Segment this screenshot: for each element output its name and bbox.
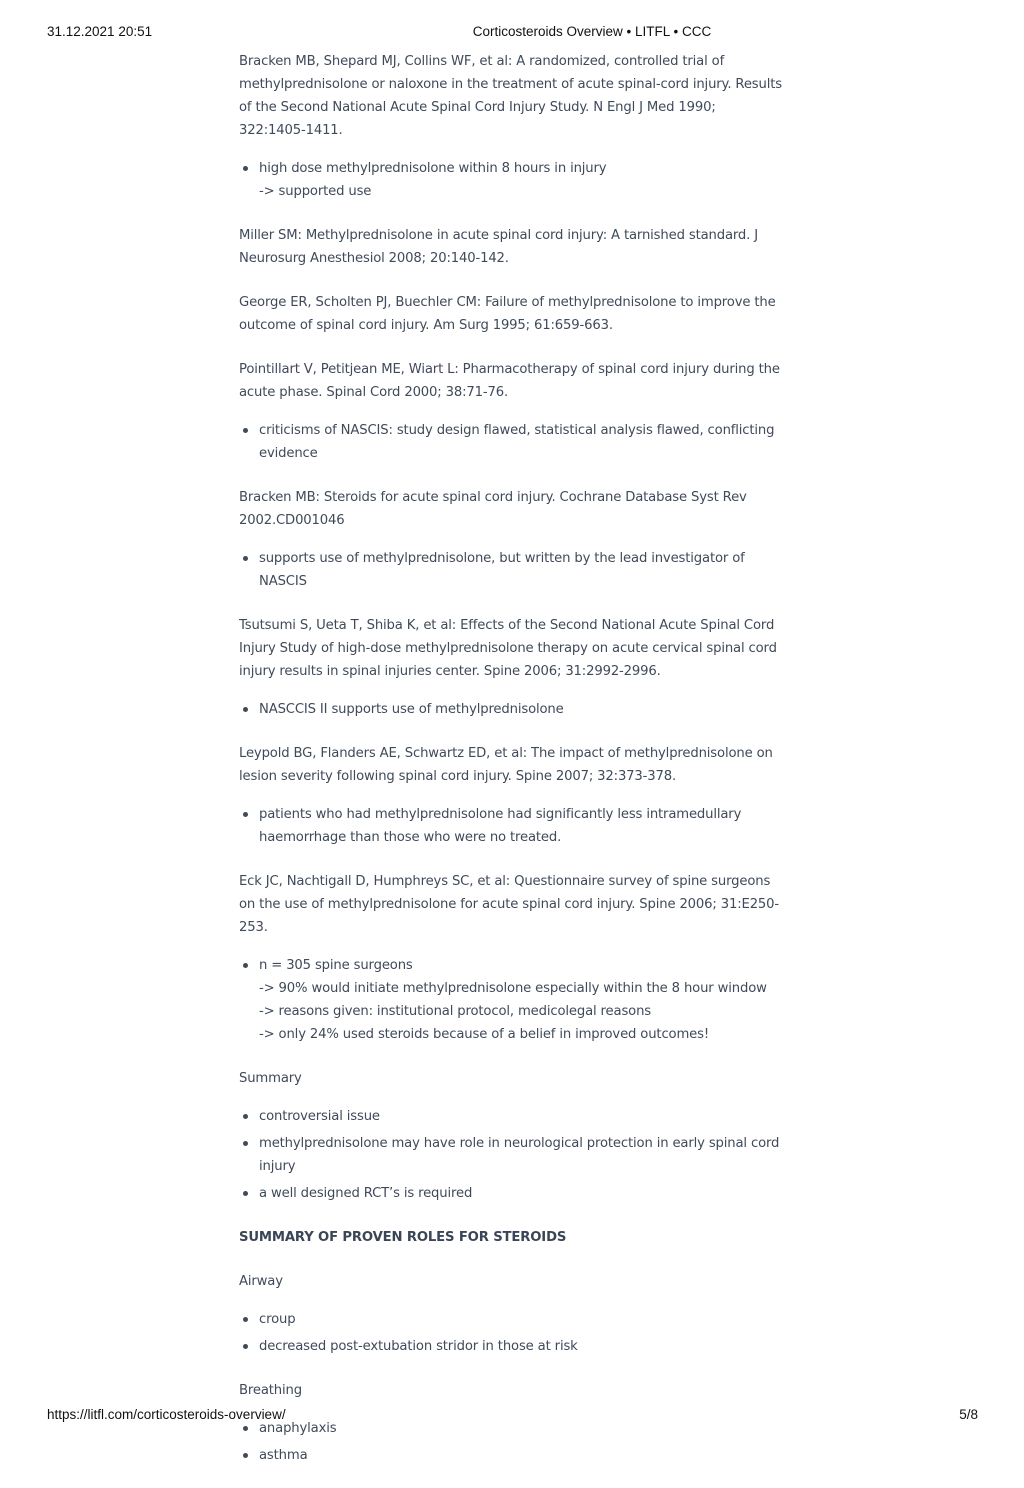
list-item	[239, 419, 785, 465]
list-item-text: decreased post-extubation stridor in those at risk	[259, 1339, 578, 1354]
page-number: 5/8	[959, 1407, 978, 1422]
reference-notes-list	[239, 698, 785, 721]
section-heading: SUMMARY OF PROVEN ROLES FOR STEROIDS	[239, 1230, 567, 1245]
list-item-text: methylprednisolone may have role in neurological protection in early spinal cord injury	[259, 1136, 780, 1174]
print-footer	[0, 1407, 1024, 1427]
list-item-text: criticisms of NASCIS: study design flawed, statistical analysis flawed, conflicting evidence	[259, 423, 775, 461]
reference-pointillart-2000: Pointillart V, Petitjean ME, Wiart L: Pharmacotherapy of spinal cord injury during the acute phase. Spinal Cord 2000; 38:71-76.	[239, 362, 780, 400]
airway-label: Airway	[239, 1274, 283, 1289]
list-item	[239, 698, 785, 721]
list-item-text: high dose methylprednisolone within 8 hours in injury	[259, 161, 607, 176]
list-item-text: croup	[259, 1312, 296, 1327]
summary-list	[239, 1105, 785, 1205]
page-url[interactable]: https://litfl.com/corticosteroids-overview/	[47, 1407, 286, 1422]
list-item-text: NASCCIS II supports use of methylprednisolone	[259, 702, 564, 717]
reference-notes-list	[239, 157, 785, 203]
breathing-label: Breathing	[239, 1383, 302, 1398]
reference-bracken-2002: Bracken MB: Steroids for acute spinal cord injury. Cochrane Database Syst Rev 2002.CD001046	[239, 490, 747, 528]
list-item	[239, 547, 785, 593]
list-item	[239, 1132, 785, 1178]
list-item-text: n = 305 spine surgeons	[259, 958, 413, 973]
list-item-text: supports use of methylprednisolone, but written by the lead investigator of NASCIS	[259, 551, 745, 589]
list-item-text: patients who had methylprednisolone had significantly less intramedullary haemorrhage than those who were no treated.	[259, 807, 742, 845]
reference-eck-2006: Eck JC, Nachtigall D, Humphreys SC, et al: Questionnaire survey of spine surgeons on the use of methylprednisolone for acute spinal cord injury. Spine 2006; 31:E250-253.	[239, 874, 780, 935]
list-item	[239, 803, 785, 849]
list-item-text: a well designed RCT’s is required	[259, 1186, 473, 1201]
summary-label: Summary	[239, 1071, 302, 1086]
reference-notes-list	[239, 954, 785, 1046]
reference-notes-list	[239, 547, 785, 593]
list-item	[239, 1444, 785, 1467]
print-datetime: 31.12.2021 20:51	[47, 24, 153, 39]
list-item	[239, 954, 785, 1046]
article-content	[239, 50, 785, 1488]
list-item	[239, 157, 785, 203]
list-item-text: -> reasons given: institutional protocol, medicolegal reasons	[259, 1004, 652, 1019]
list-item-text: -> only 24% used steroids because of a belief in improved outcomes!	[259, 1027, 709, 1042]
list-item	[239, 1182, 785, 1205]
reference-notes-list	[239, 803, 785, 849]
print-page-title: Corticosteroids Overview • LITFL • CCC	[472, 24, 712, 39]
list-item-text: -> supported use	[259, 184, 372, 199]
reference-miller-2008: Miller SM: Methylprednisolone in acute spinal cord injury: A tarnished standard. J Neurosurg Anesthesiol 2008; 20:140-142.	[239, 228, 758, 266]
reference-leypold-2007: Leypold BG, Flanders AE, Schwartz ED, et al: The impact of methylprednisolone on lesion severity following spinal cord injury. Spine 2007; 32:373-378.	[239, 746, 773, 784]
reference-tsutsumi-2006: Tsutsumi S, Ueta T, Shiba K, et al: Effects of the Second National Acute Spinal Cord Injury Study of high-dose methylprednisolone therapy on acute cervical spinal cord injury results in spinal injuries center. Spine 2006; 31:2992-2996.	[239, 618, 777, 679]
reference-notes-list	[239, 419, 785, 465]
list-item-text: asthma	[259, 1448, 308, 1463]
list-item-text: controversial issue	[259, 1109, 380, 1124]
list-item-text: anaphylaxis	[259, 1421, 337, 1436]
print-header	[0, 24, 1024, 44]
list-item	[239, 1105, 785, 1128]
list-item	[239, 1335, 785, 1358]
list-item	[239, 1308, 785, 1331]
reference-george-1995: George ER, Scholten PJ, Buechler CM: Failure of methylprednisolone to improve the outcome of spinal cord injury. Am Surg 1995; 61:659-663.	[239, 295, 776, 333]
list-item-text: -> 90% would initiate methylprednisolone especially within the 8 hour window	[259, 981, 767, 996]
reference-bracken-1990: Bracken MB, Shepard MJ, Collins WF, et al: A randomized, controlled trial of methylprednisolone or naloxone in the treatment of acute spinal-cord injury. Results of the Second National Acute Spinal Cord Injury Study. N Engl J Med 1990; 322:1405-1411.	[239, 54, 782, 138]
airway-list	[239, 1308, 785, 1358]
